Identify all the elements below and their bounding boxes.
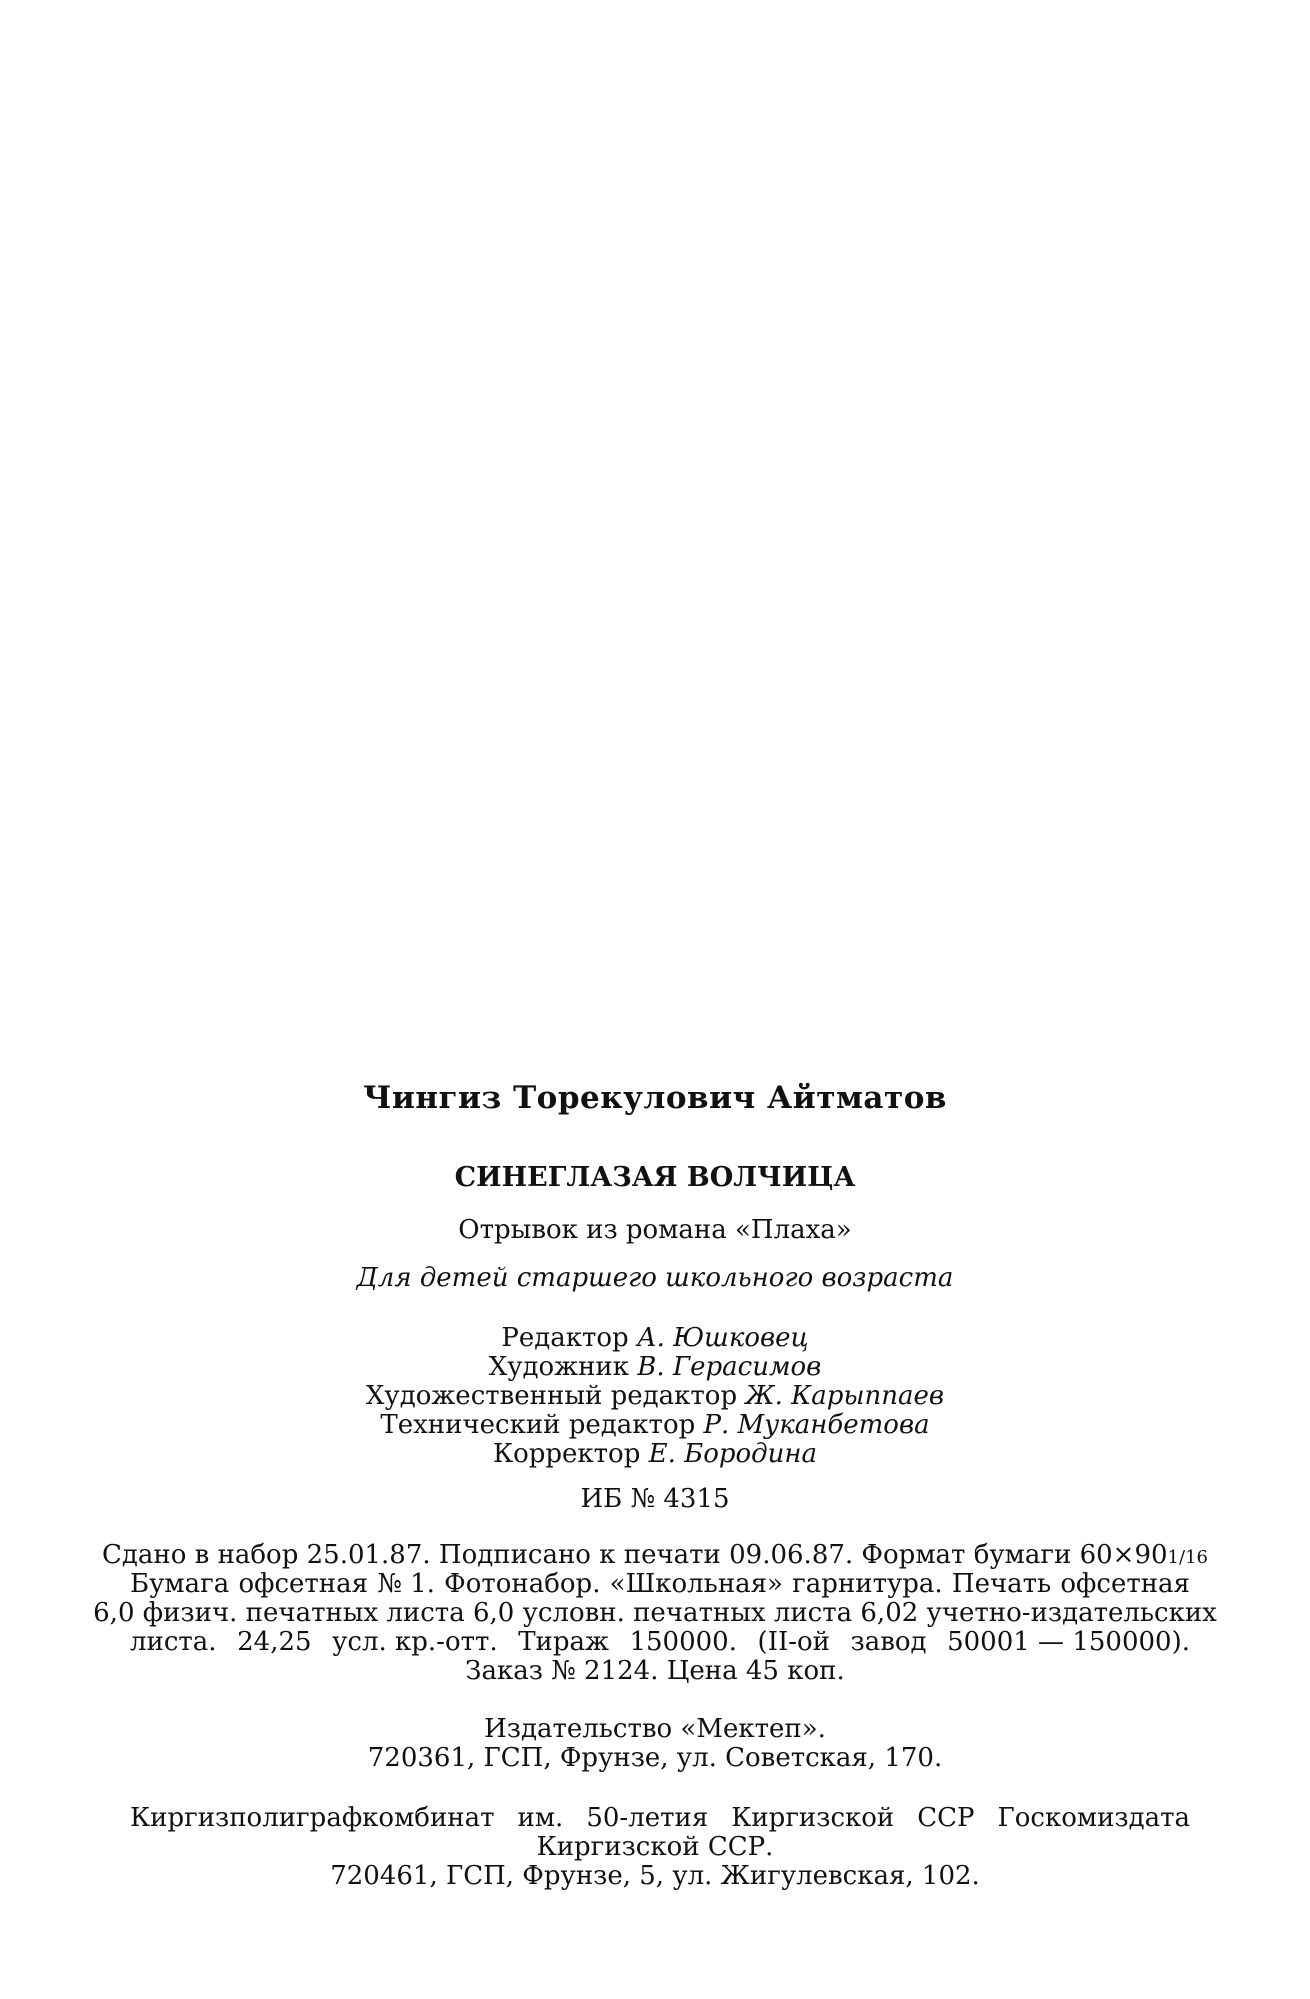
print-details-line-3: 6,0 физич. печатных листа 6,0 условн. печатных листа 6,02 учетно-издательских (93, 1598, 1217, 1628)
publisher-address: 720361, ГСП, Фрунзе, ул. Советская, 170. (367, 1743, 943, 1773)
author-name: Чингиз Торекулович Айтматов (363, 1080, 947, 1116)
credit-person: Е. Бородина (648, 1439, 818, 1469)
credit-person: В. Герасимов (637, 1352, 822, 1382)
credit-role: Художник (488, 1352, 629, 1382)
credit-person: А. Юшковец (636, 1323, 809, 1353)
credit-role: Редактор (501, 1323, 629, 1353)
format-fraction: 1/16 (1167, 1547, 1208, 1568)
credit-art-editor (0, 1381, 1310, 1411)
book-title: СИНЕГЛАЗАЯ ВОЛЧИЦА (454, 1162, 856, 1193)
publisher-name: Издательство «Мектеп». (484, 1714, 826, 1744)
credit-role: Технический редактор (380, 1410, 696, 1440)
ib-number: ИБ № 4315 (580, 1484, 730, 1514)
credit-proofreader (0, 1439, 1310, 1469)
credit-editor (0, 1323, 1310, 1353)
audience-note: Для детей старшего школьного возраста (356, 1263, 954, 1293)
printer-line-1: Киргизполиграфкомбинат им. 50-летия Киргизской ССР Госкомиздата (130, 1803, 1190, 1833)
credit-artist (0, 1352, 1310, 1382)
credit-tech-editor (0, 1410, 1310, 1440)
printer-address: 720461, ГСП, Фрунзе, 5, ул. Жигулевская, 102. (330, 1861, 980, 1891)
printer-line-2: Киргизской ССР. (536, 1832, 774, 1862)
credit-role: Корректор (492, 1439, 641, 1469)
print-details-line-5: Заказ № 2124. Цена 45 коп. (465, 1656, 845, 1686)
credit-person: Р. Муканбетова (703, 1410, 930, 1440)
credit-person: Ж. Карыппаев (745, 1381, 945, 1411)
print-details-line-1: Сдано в набор 25.01.87. Подписано к печати 09.06.87. Формат бумаги 60×901/16 (102, 1540, 1208, 1570)
print-details-line-4: листа. 24,25 усл. кр.-отт. Тираж 150000. (II-ой завод 50001 — 150000). (130, 1627, 1190, 1657)
book-subtitle: Отрывок из романа «Плаха» (458, 1215, 852, 1245)
credit-role: Художественный редактор (365, 1381, 738, 1411)
print-details-line-2: Бумага офсетная № 1. Фотонабор. «Школьная» гарнитура. Печать офсетная (130, 1569, 1190, 1599)
